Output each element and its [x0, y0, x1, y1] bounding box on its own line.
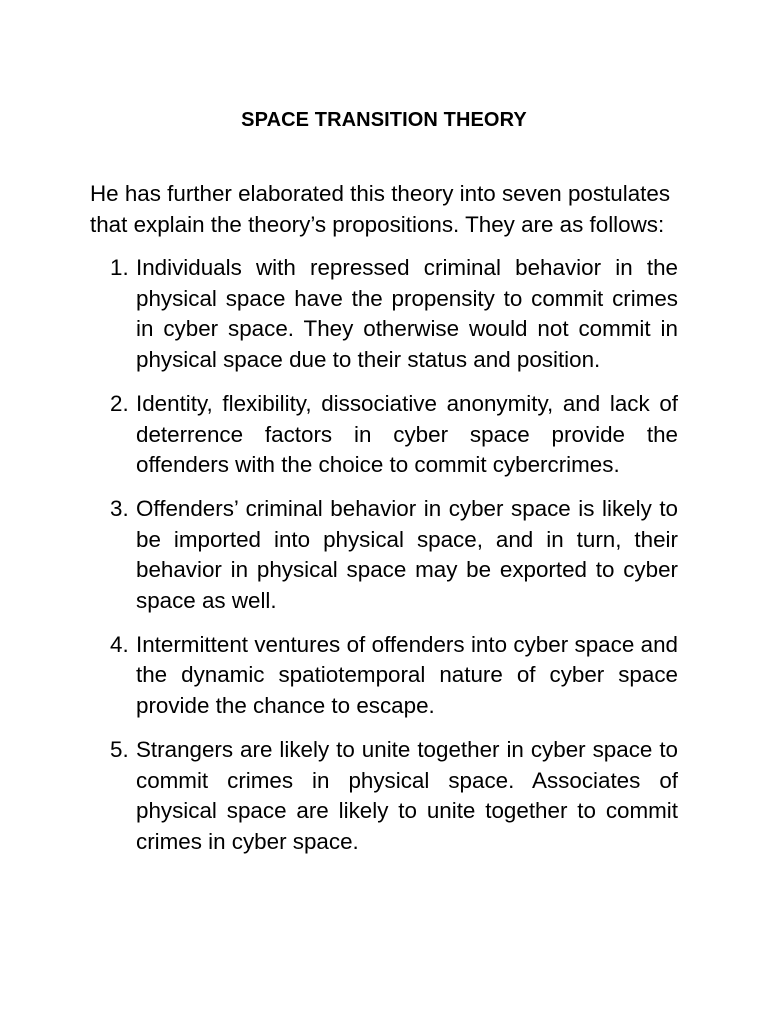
postulate-number: 5. — [110, 736, 129, 762]
postulate-text: Strangers are likely to unite together in cyber space to commit crimes in physical space. Associates of physical space are likely to unite together to commit crimes in cyber space. — [136, 736, 678, 854]
postulates-list — [90, 253, 678, 871]
postulate-item-1 — [90, 253, 678, 376]
postulate-number: 4. — [110, 631, 129, 657]
postulate-item-5 — [90, 735, 678, 858]
postulate-text: Offenders’ criminal behavior in cyber space is likely to be imported into physical space, and in turn, their behavior in physical space may be exported to cyber space as well. — [136, 495, 678, 614]
postulate-number: 1. — [110, 255, 129, 280]
postulate-text: Intermittent ventures of offenders into cyber space and the dynamic spatiotemporal nature of cyber space provide the chance to escape. — [136, 631, 678, 719]
postulate-text: Individuals with repressed criminal behavior in the physical space have the propensity to commit crimes in cyber space. They otherwise would not commit in physical space due to their status and position. — [136, 255, 678, 373]
postulate-number: 2. — [110, 390, 129, 416]
postulate-number: 3. — [110, 495, 129, 521]
intro-paragraph: He has further elaborated this theory into seven postulates that explain the theory’s propositions. They are as follows: — [90, 181, 671, 237]
postulate-item-3 — [90, 494, 678, 617]
document-title: SPACE TRANSITION THEORY — [241, 109, 527, 132]
postulate-text: Identity, flexibility, dissociative anonymity, and lack of deterrence factors in cyber space provide the offenders with the choice to commit cybercrimes. — [136, 390, 678, 478]
postulate-item-4 — [90, 630, 678, 722]
postulate-item-2 — [90, 389, 678, 481]
